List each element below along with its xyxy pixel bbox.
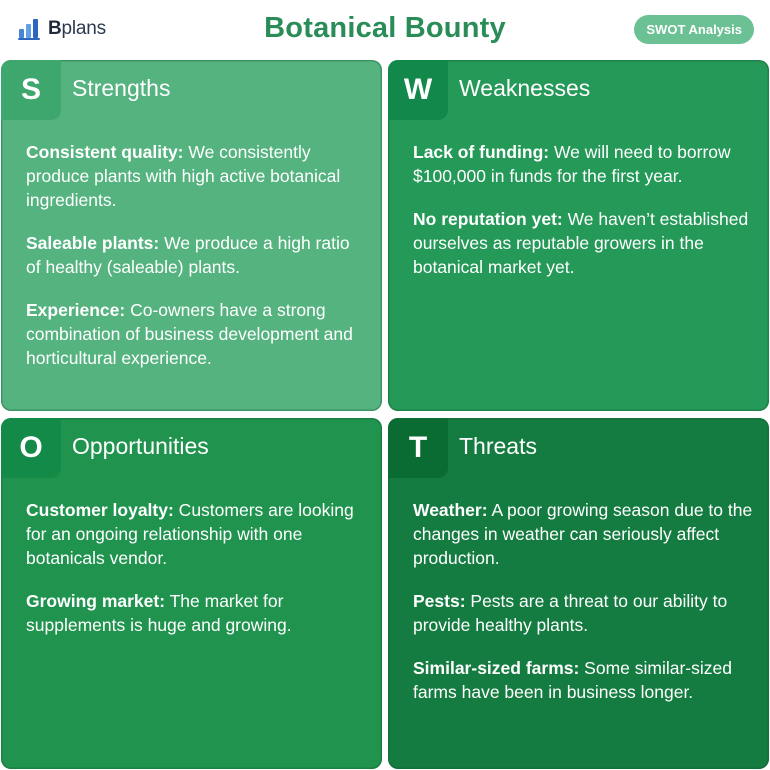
opportunities-title: Opportunities	[72, 433, 209, 459]
logo-word: plans	[61, 18, 106, 39]
item-text: Co-owners have a strong combination of business development and horticultural experience.	[26, 300, 353, 368]
strengths-title: Strengths	[72, 75, 171, 101]
opportunities-letter: O	[1, 418, 61, 478]
list-item	[26, 498, 366, 570]
threats-letter: T	[388, 418, 448, 478]
list-item	[26, 589, 366, 637]
list-item	[413, 589, 753, 637]
list-item	[413, 140, 753, 188]
list-item	[413, 656, 753, 704]
item-text: Some similar-sized farms have been in business longer.	[413, 658, 732, 702]
item-label: Growing market:	[26, 591, 166, 611]
item-text: A poor growing season due to the changes in weather can seriously affect production.	[413, 500, 753, 568]
weaknesses-quadrant	[388, 60, 769, 411]
item-text: Customers are looking for an ongoing relationship with one botanicals vendor.	[26, 500, 354, 568]
list-item	[26, 140, 366, 212]
item-text: We produce a high ratio of healthy (saleable) plants.	[26, 233, 350, 277]
weaknesses-list	[413, 140, 753, 298]
item-label: Lack of funding:	[413, 142, 550, 162]
swot-badge: SWOT Analysis	[634, 15, 754, 44]
strengths-list	[26, 140, 366, 389]
header	[0, 0, 770, 60]
item-label: Consistent quality:	[26, 142, 184, 162]
logo-letter: B	[48, 18, 62, 39]
list-item	[26, 231, 366, 279]
item-label: Pests:	[413, 591, 466, 611]
item-label: Weather:	[413, 500, 488, 520]
item-text: We haven’t established ourselves as reputable growers in the botanical market yet.	[413, 209, 749, 277]
page-title: Botanical Bounty	[264, 12, 506, 44]
item-label: Saleable plants:	[26, 233, 160, 253]
item-text: We consistently produce plants with high active botanical ingredients.	[26, 142, 341, 210]
weaknesses-letter: W	[388, 60, 448, 120]
threats-title: Threats	[459, 433, 537, 459]
item-text: We will need to borrow $100,000 in funds for the first year.	[413, 142, 731, 186]
item-label: No reputation yet:	[413, 209, 563, 229]
strengths-quadrant	[1, 60, 382, 411]
list-item	[26, 298, 366, 370]
list-item	[413, 498, 753, 570]
item-text: The market for supplements is huge and growing.	[26, 591, 292, 635]
item-label: Similar-sized farms:	[413, 658, 580, 678]
threats-list	[413, 498, 753, 723]
item-label: Customer loyalty:	[26, 500, 174, 520]
threats-quadrant	[388, 418, 769, 769]
opportunities-list	[26, 498, 366, 656]
list-item	[413, 207, 753, 279]
strengths-letter: S	[1, 60, 61, 120]
item-label: Experience:	[26, 300, 126, 320]
weaknesses-title: Weaknesses	[459, 75, 591, 101]
item-text: Pests are a threat to our ability to provide healthy plants.	[413, 591, 728, 635]
opportunities-quadrant	[1, 418, 382, 769]
